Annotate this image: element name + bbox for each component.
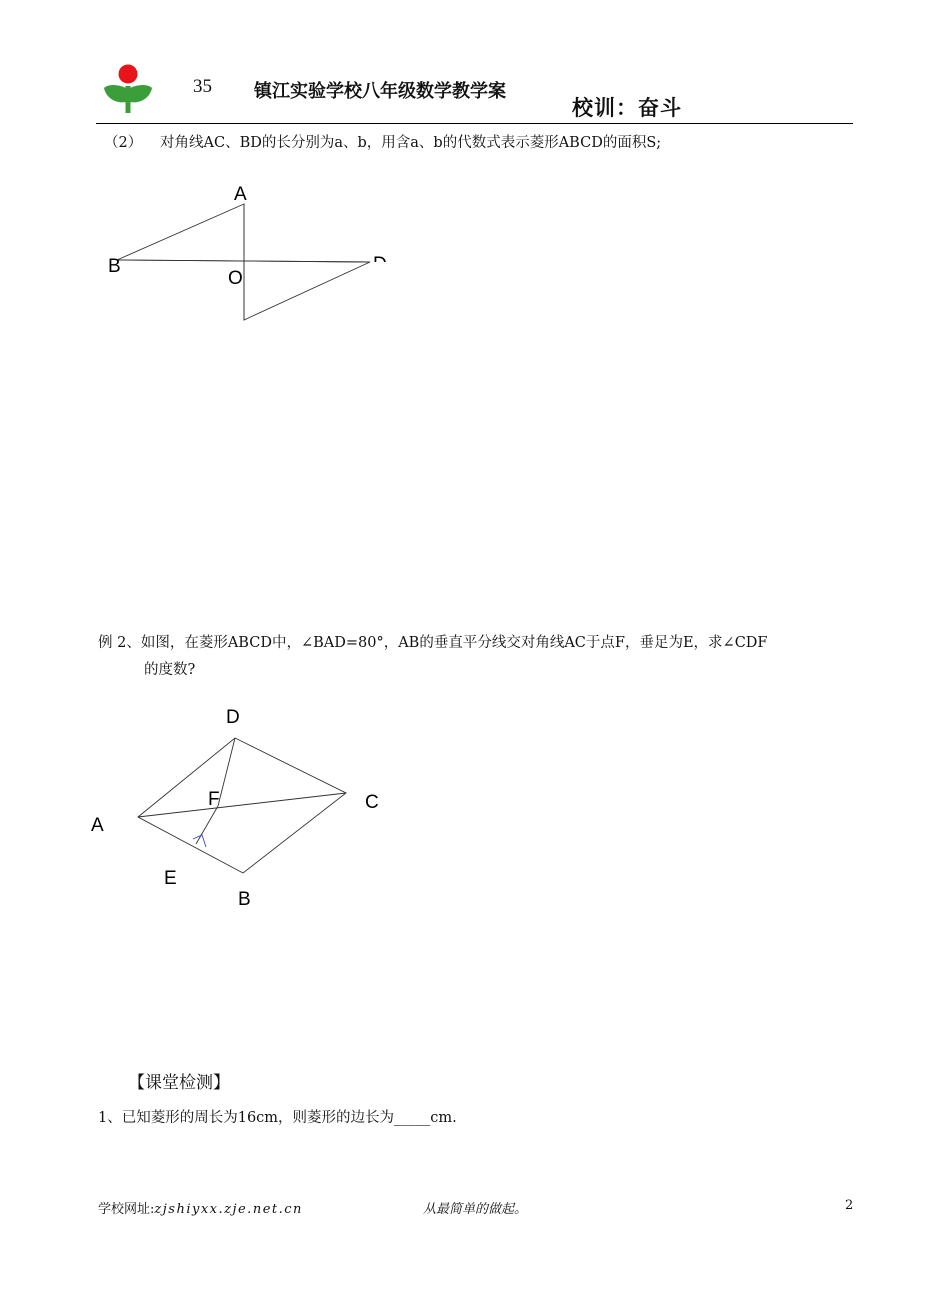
footer-slogan: 从最简单的做起。 (423, 1202, 528, 1217)
right-angle-mark (193, 835, 206, 847)
diagonal-ac-2 (138, 793, 346, 817)
page-number: 35 (193, 76, 212, 97)
question-number: （2） (104, 135, 143, 151)
classroom-test-heading: 【课堂检测】 (128, 1073, 230, 1093)
label-b-2: B (238, 889, 251, 910)
footer-site-label: 学校网址: (98, 1202, 155, 1217)
school-motto: 校训：奋斗 (572, 96, 682, 120)
label-a-2: A (91, 815, 104, 836)
label-b: B (108, 256, 121, 277)
segment-fe (196, 806, 218, 844)
label-e-2: E (164, 868, 177, 889)
school-title: 镇江实验学校八年级数学教学案 (254, 81, 506, 102)
footer-page-number: 2 (845, 1198, 854, 1213)
label-a: A (234, 184, 247, 205)
footer-site-url: zjshiyxx.zje.net.cn (154, 1202, 303, 1217)
rhombus-abcd-outline-2 (138, 738, 346, 873)
label-f-2: F (208, 789, 220, 810)
segment-df (218, 738, 235, 806)
label-o: O (228, 268, 243, 289)
example2-text-line1: 例 2、如图，在菱形ABCD中，∠BAD=80°，AB的垂直平分线交对角线AC于点F，垂足为E，求∠CDF (98, 635, 768, 651)
test-question-1: 1、已知菱形的周长为16cm，则菱形的边长为_____cm. (98, 1110, 457, 1126)
question-text: 对角线AC、BD的长分别为a、b，用含a、b的代数式表示菱形ABCD的面积S; (160, 135, 662, 151)
footer-website (98, 1198, 303, 1217)
example2-text-line2: 的度数? (144, 662, 196, 678)
label-c-2: C (365, 792, 379, 813)
label-d-2: D (226, 707, 240, 728)
